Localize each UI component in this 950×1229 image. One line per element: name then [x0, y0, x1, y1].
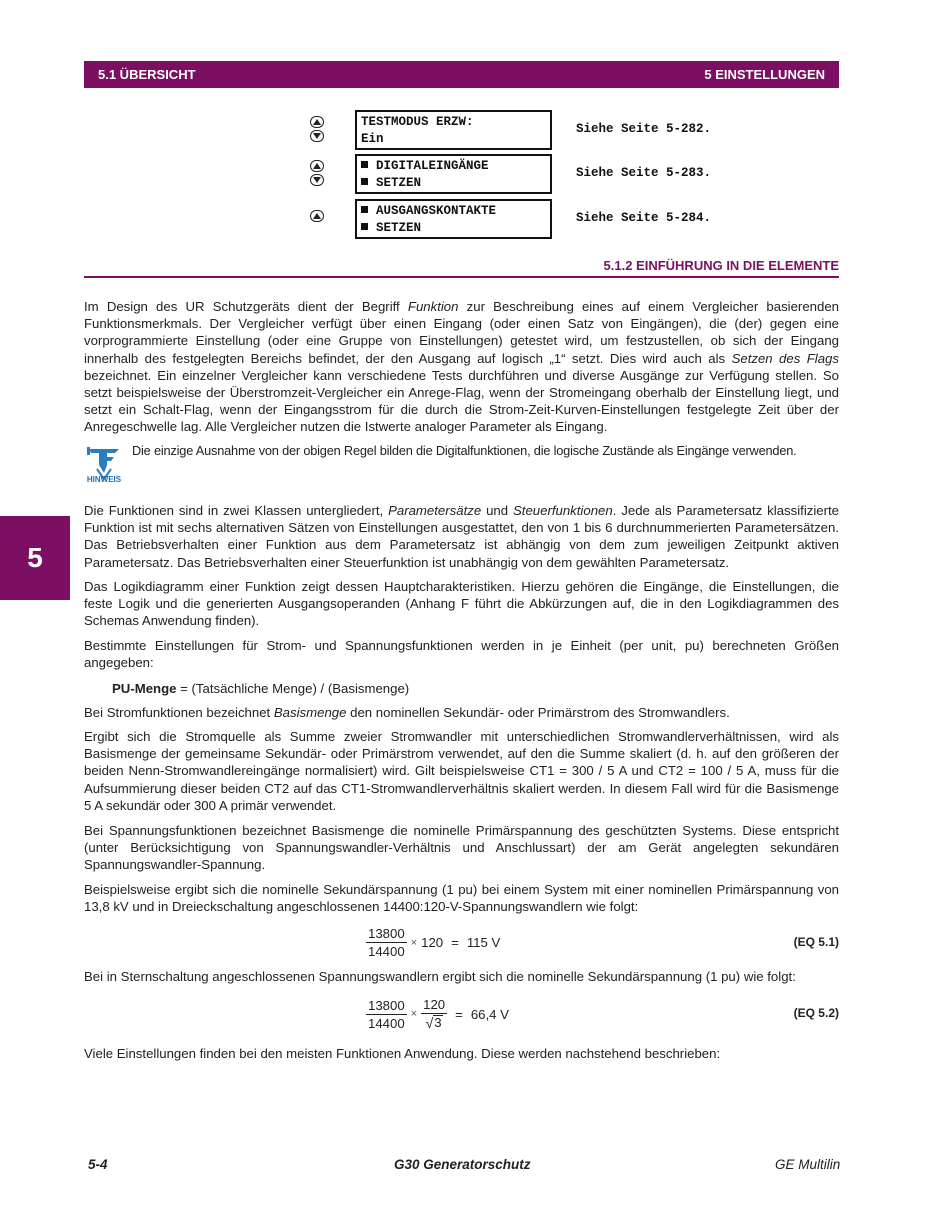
nav-arrows	[310, 210, 326, 224]
equation-label: (EQ 5.1)	[793, 935, 839, 949]
times-sign: ×	[410, 936, 418, 949]
note-text: Die einzige Ausnahme von der obigen Regel bilden die Digitalfunktionen, die logische Zustände als Eingänge verwenden.	[132, 443, 797, 458]
text-run: Die Funktionen sind in zwei Klassen untergliedert,	[84, 503, 389, 518]
fraction-numerator: 13800	[368, 997, 405, 1013]
formula-term: PU-Menge	[112, 681, 177, 696]
bullet-square-icon	[361, 206, 368, 213]
up-arrow-icon	[310, 210, 324, 222]
lcd-line-2-wrap	[361, 220, 550, 237]
italic-term: Funktion	[407, 299, 459, 314]
bullet-square-icon	[361, 178, 368, 185]
factor: 120	[421, 935, 444, 950]
result: 115 V	[466, 935, 501, 950]
sqrt-icon: √	[425, 1015, 434, 1031]
formula-rest: = (Tatsächliche Menge) / (Basismenge)	[176, 681, 410, 696]
lcd-line-2: Ein	[361, 132, 384, 146]
down-arrow-icon	[310, 174, 324, 186]
paragraph-classes	[84, 502, 839, 571]
text-run: bezeichnet. Ein einzelner Vergleicher kann verschiedene Tests durchführen und diverse Ausgänge zur Verfügung stellen. So setzt beispielsweise der Überstromzeit-Vergleicher ein Anrege-Flag, wenn der Stromeingang oberhalb der Einstellung liegt, und setzt ein Schalt-Flag, wenn der Eingangsstrom für die durch die Strom-Zeit-Kurven-Einstellungen festgelegte Zeit über der Anregeschwelle lag. Alle Vergleicher nutzen die Istwerte analoger Parameter als Eingang.	[84, 367, 839, 435]
fraction	[366, 998, 407, 1031]
down-arrow-icon	[310, 130, 324, 142]
lcd-line-1: DIGITALEINGÄNGE	[376, 159, 489, 173]
italic-term: Parametersätze	[388, 503, 482, 518]
equation-label: (EQ 5.2)	[793, 1006, 839, 1020]
equation-5-2	[366, 997, 509, 1031]
text-run: Im Design des UR Schutzgeräts dient der Begriff	[84, 299, 408, 314]
paragraph-delta-example: Beispielsweise ergibt sich die nominelle Sekundärspannung (1 pu) bei einem System mit einer nominellen Primärspannung von 13,8 kV und in Dreieckschaltung angeschlossenen 14400:120-V-Spannungswandlern wie folgt:	[84, 882, 839, 915]
paragraph-ct-sum: Ergibt sich die Stromquelle als Summe zweier Stromwandler mit unterschiedlichen Stromwandlerverhältnissen, wird als Basismenge der gemeinsame Sekundär- oder Primärstrom verwendet, auf den die Summe skaliert (d. h. auf den größeren der beiden Nenn-Stromwandlereingänge normalisiert) wird. Gilt beispielsweise CT1 = 300 / 5 A und CT2 = 100 / 5 A, muss für die Aufsummierung dieser beiden CT2 auf das CT1-Stromwandlerverhältnis skaliert werden. In diesem Fall wird für die Basismenge 5 A sekundär oder 300 A primär verwendet.	[84, 729, 839, 813]
result: 66,4 V	[470, 1006, 509, 1022]
lcd-display	[355, 110, 552, 150]
page-reference: Siehe Seite 5-283.	[576, 166, 712, 180]
header-bar	[84, 61, 839, 88]
italic-term: Basismenge	[273, 705, 347, 720]
lcd-line-1: TESTMODUS ERZW:	[361, 115, 474, 129]
text-run: zur Beschreibung eines auf einem Vergleicher basierenden Funktionsmerkmals. Der Vergleicher verfügt über einen Eingang (oder einen Satz von Eingängen), die (der) gegen eine vorprogrammierte Einstellung (oder eine Gruppe von Einstellungen) getestet wird, um festzustellen, ob sich der Eingang innerhalb des festgelegten Bereichs befindet, der den Ausgang auf logisch „1“ setzt. Dies wird auch als	[84, 299, 839, 366]
fraction-denominator	[424, 1014, 445, 1031]
footer-title: G30 Generatorschutz	[394, 1157, 531, 1172]
menu-row-output-contacts	[0, 199, 950, 241]
fraction	[366, 926, 407, 959]
header-chapter-label: 5 EINSTELLUNGEN	[704, 67, 825, 82]
paragraph-voltage-base: Bei Spannungsfunktionen bezeichnet Basismenge die nominelle Primärspannung des geschützten Systems. Diese entspricht (unter Berücksichtigung von Spannungswandler-Verhältnis und Anschlussart) der am Gerät angelegten sekundären Spannungswandler-Spannung.	[84, 823, 839, 873]
bullet-square-icon	[361, 161, 368, 168]
menu-row-digital-inputs	[0, 154, 950, 196]
italic-term: Setzen des Flags	[731, 350, 839, 366]
nav-arrows	[310, 160, 326, 188]
bullet-square-icon	[361, 223, 368, 230]
chapter-tab: 5	[0, 516, 70, 600]
page-reference: Siehe Seite 5-282.	[576, 122, 712, 136]
paragraph-pu-settings: Bestimmte Einstellungen für Strom- und Spannungsfunktionen werden in je Einheit (per unit, pu) berechneten Größen angegeben:	[84, 638, 839, 671]
italic-term: Steuerfunktionen	[512, 503, 613, 518]
section-title: 5.1.2 EINFÜHRUNG IN DIE ELEMENTE	[603, 258, 839, 273]
fraction-denominator: 14400	[368, 1015, 405, 1031]
times-sign: ×	[410, 1008, 418, 1020]
lcd-display	[355, 199, 552, 239]
fraction	[421, 997, 447, 1031]
paragraph-wye-example: Bei in Sternschaltung angeschlossenen Spannungswandlern ergibt sich die nominelle Sekundärspannung (1 pu) wie folgt:	[84, 969, 796, 984]
fraction-denominator: 14400	[368, 944, 405, 959]
nav-arrows	[310, 116, 326, 144]
text-run: den nominellen Sekundär- oder Primärstrom des Stromwandlers.	[346, 705, 730, 720]
up-arrow-icon	[310, 160, 324, 172]
header-section-label: 5.1 ÜBERSICHT	[98, 67, 196, 82]
equation-5-1	[366, 926, 500, 959]
page-reference: Siehe Seite 5-284.	[576, 211, 712, 225]
text-run: . Jede als Parametersatz klassifizierte Funktion ist mit sechs alternativen Sätzen von Einstellungen ausgestattet, den von 1 bis 6 durchnummerierten Parametersätzen. Das Betriebsverhalten einer Funktion aus dem Parametersatz ist abhängig von dem zum jeweiligen Zeitpunkt aktiven Parametersatz. Das Betriebsverhalten einer Steuerfunktion ist unabhängig von dem gewählten Parametersatz.	[84, 503, 839, 570]
pu-formula	[112, 680, 812, 697]
sqrt	[426, 1015, 443, 1030]
menu-row-testmode	[0, 110, 950, 152]
lcd-line-2: SETZEN	[376, 176, 422, 190]
lcd-line-2-wrap	[361, 175, 550, 192]
lcd-line-1-wrap	[361, 158, 550, 175]
equals-sign: =	[455, 1006, 463, 1022]
paragraph-logic-diagram: Das Logikdiagramm einer Funktion zeigt dessen Hauptcharakteristiken. Hierzu gehören die Eingänge, die Einstellungen, die feste Logik und die generierten Ausgangsoperanden (Anhang F führt die Abkürzungen auf, die in den Logikdiagrammen des Schemas Anwendung finden).	[84, 579, 839, 629]
lcd-line-2: SETZEN	[376, 221, 422, 235]
footer-brand: GE Multilin	[775, 1157, 841, 1172]
fraction-numerator: 120	[423, 997, 446, 1012]
lcd-display	[355, 154, 552, 194]
text-run: Bei Stromfunktionen bezeichnet	[84, 705, 274, 720]
fraction-numerator: 13800	[368, 926, 405, 941]
equals-sign: =	[451, 935, 459, 950]
section-divider	[84, 276, 839, 278]
up-arrow-icon	[310, 116, 324, 128]
note-label: HINWEIS	[86, 475, 122, 484]
paragraph-intro	[84, 298, 839, 436]
text-run: und	[481, 503, 513, 518]
paragraph-current-base	[84, 704, 839, 721]
lcd-line-1-wrap	[361, 203, 550, 220]
footer-page-number: 5-4	[88, 1157, 108, 1172]
radicand: 3	[434, 1015, 442, 1030]
paragraph-common-settings: Viele Einstellungen finden bei den meisten Funktionen Anwendung. Diese werden nachstehend beschrieben:	[84, 1046, 721, 1061]
lcd-line-1: AUSGANGSKONTAKTE	[376, 204, 497, 218]
